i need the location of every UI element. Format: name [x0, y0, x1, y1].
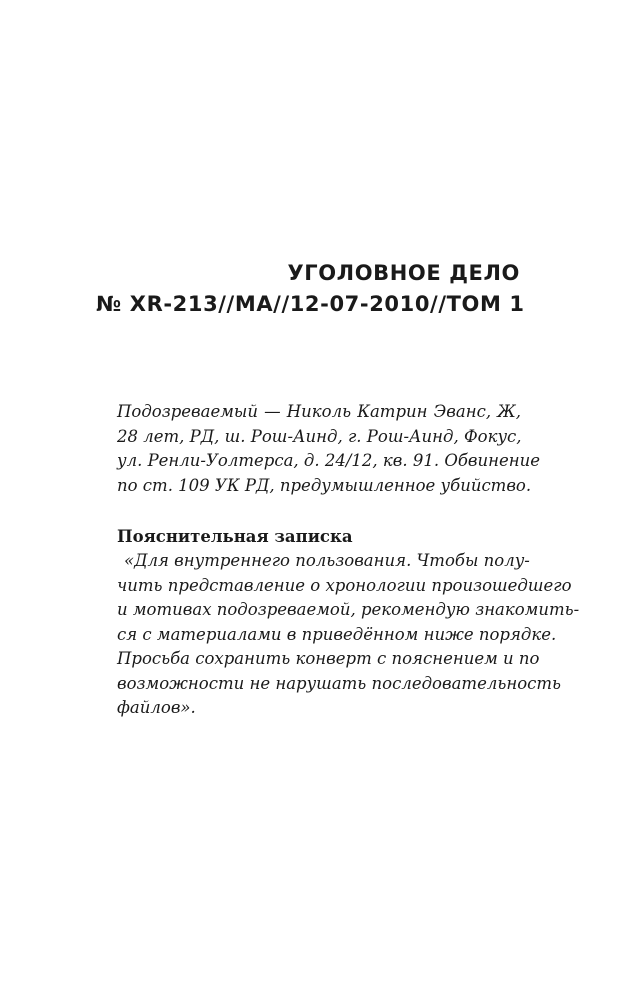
suspect-info-line: 28 лет, РД, ш. Рош-Аинд, г. Рош-Аинд, Фокус, [117, 426, 522, 446]
explanatory-note-title: Пояснительная записка [117, 527, 353, 546]
suspect-info-paragraph [117, 400, 541, 498]
note-line: «Для внутреннего пользования. Чтобы полу- [124, 551, 530, 570]
case-file-title: УГОЛОВНОЕ ДЕЛО [287, 261, 520, 285]
suspect-info-line: Подозреваемый — Николь Катрин Эванс, Ж, [117, 402, 521, 421]
note-line: чить представление о хронологии произошедшего [117, 575, 572, 595]
note-line: возможности не нарушать последовательность [117, 673, 562, 693]
case-file-header [96, 258, 525, 320]
note-line: файлов». [117, 698, 196, 717]
case-file-number: № XR-213//MA//12-07-2010//ТОМ 1 [96, 292, 525, 316]
suspect-info-line: по ст. 109 УК РД, предумышленное убийство. [117, 475, 532, 495]
suspect-info-line: ул. Ренли-Уолтерса, д. 24/12, кв. 91. Обвинение [117, 451, 541, 470]
note-line: и мотивах подозреваемой, рекомендую знакомить- [117, 600, 580, 619]
note-line: Просьба сохранить конверт с пояснением и по [117, 649, 540, 668]
explanatory-note-body [117, 549, 580, 721]
note-line: ся с материалами в приведённом ниже порядке. [117, 624, 557, 644]
